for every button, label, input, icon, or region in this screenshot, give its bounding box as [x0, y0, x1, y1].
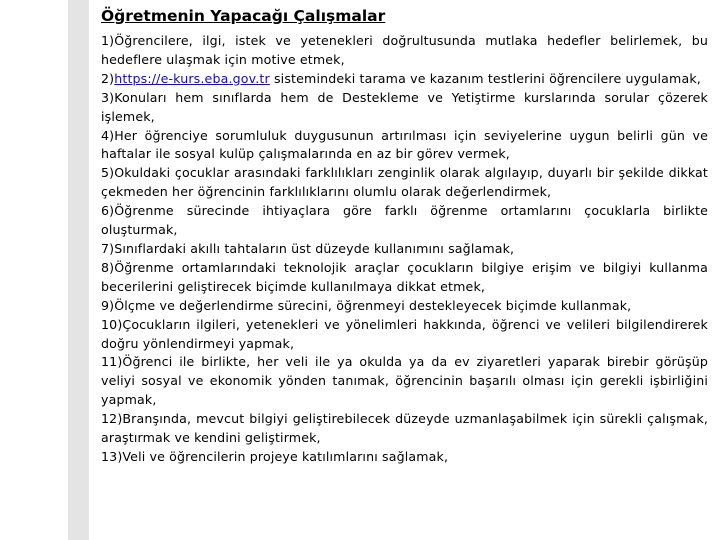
list-item: 12)Branşında, mevcut bilgiyi geliştirebilecek düzeyde uzmanlaşabilmek için sürekli çalışmak, araştırmak ve kendini geliştirmek, — [101, 411, 708, 446]
list-item: 9)Ölçme ve değerlendirme sürecini, öğrenmeyi destekleyecek biçimde kullanmak, — [101, 297, 632, 313]
list-item — [101, 70, 708, 89]
left-accent-bar — [68, 0, 89, 540]
list-item: 1)Öğrencilere, ilgi, istek ve yetenekleri doğrultusunda mutlaka hedefler belirlemek, bu hedeflere ulaşmak için motive etmek, — [101, 33, 708, 67]
list-item: 8)Öğrenme ortamlarındaki teknolojik araçlar çocukların bilgiye erişim ve bilgiyi kullanma becerilerini geliştirecek biçimde kullanılmaya dikkat etmek, — [101, 259, 708, 294]
list-item: 13)Veli ve öğrencilerin projeye katılımlarını sağlamak, — [101, 448, 449, 464]
slide-title: Öğretmenin Yapacağı Çalışmalar — [101, 7, 386, 25]
task-list — [101, 32, 708, 467]
list-item: 3)Konuları hem sınıflarda hem de Destekleme ve Yetiştirme kurslarında sorular çözerek işlemek, — [101, 89, 708, 124]
list-item: 10)Çocukların ilgileri, yetenekleri ve yönelimleri hakkında, öğrenci ve velileri bilgilendirerek doğru yönlendirmeyi yapmak, — [101, 316, 708, 351]
list-item: 4)Her öğrenciye sorumluluk duygusunun artırılması için seviyelerine uygun belirli gün ve haftalar ile sosyal kulüp çalışmalarında en az bir görev vermek, — [101, 127, 708, 162]
slide-content — [101, 6, 708, 467]
eba-link[interactable]: https://e-kurs.eba.gov.tr — [114, 70, 270, 86]
list-item: 7)Sınıflardaki akıllı tahtaların üst düzeyde kullanımını sağlamak, — [101, 240, 515, 256]
item-number: 2) — [101, 70, 115, 86]
list-item: 11)Öğrenci ile birlikte, her veli ile ya okulda ya da ev ziyaretleri yaparak birebir görüşüp veliyi sosyal ve ekonomik yönden tanımak, öğrencinin başarılı olması için gerekli işbirliğini yapmak, — [101, 354, 708, 408]
item-text: sistemindeki tarama ve kazanım testlerini öğrencilere uygulamak, — [269, 70, 701, 86]
list-item: 5)Okuldaki çocuklar arasındaki farklılıkları zenginlik olarak algılayıp, duyarlı bir şekilde dikkat çekmeden her öğrencinin farklılıklarını olumlu olarak değerlendirmek, — [101, 165, 708, 200]
list-item: 6)Öğrenme sürecinde ihtiyaçlara göre farklı öğrenme ortamlarını çocuklarla birlikte oluşturmak, — [101, 203, 708, 238]
